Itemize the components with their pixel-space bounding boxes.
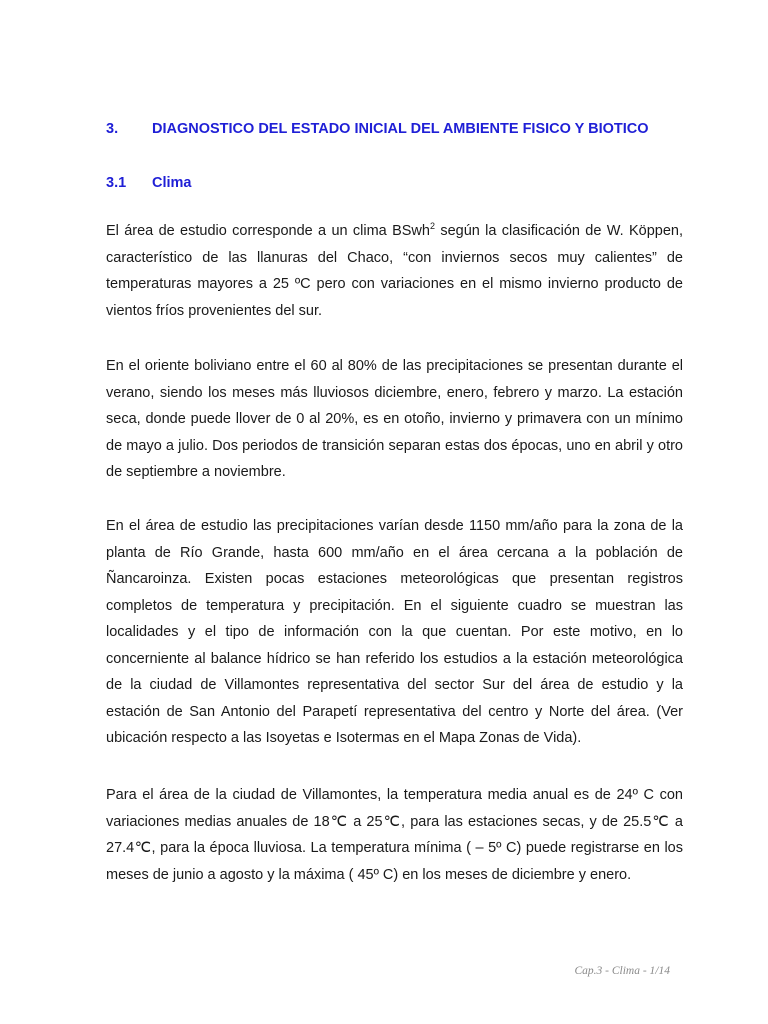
- paragraph-study-area-precipitation: [106, 513, 683, 752]
- section-title: DIAGNOSTICO DEL ESTADO INICIAL DEL AMBIENTE FISICO Y BIOTICO: [152, 121, 649, 137]
- paragraph-villamontes-temperature: [106, 782, 683, 888]
- paragraph-text: En el área de estudio las precipitaciones varían desde 1150 mm/año para la zona de la planta de Río Grande, hasta 600 mm/año en el área cercana a la población de Ñancaroinza. Existen pocas estaciones meteorológicas que presentan registros completos de temperatura y precipitación. En el siguiente cuadro se muestran las localidades y el tipo de información con la que cuentan. Por este motivo, en lo concerniente al balance hídrico se han referido los estudios a la estación meteorológica de la ciudad de Villamontes representativa del sector Sur del área de estudio y la estación de San Antonio del Parapetí representativa del centro y Norte del área. (Ver ubicación respecto a las Isoyetas e Isotermas en el Mapa Zonas de Vida).: [106, 518, 683, 746]
- paragraph-climate-classification: [106, 218, 683, 324]
- page-footer: Cap.3 - Clima - 1/14: [574, 965, 670, 977]
- subsection-number: 3.1: [106, 175, 127, 191]
- paragraph-text: según la clasificación de W. Köppen, característico de las llanuras del Chaco, “con inviernos secos muy calientes” de temperaturas mayores a 25 ºC pero con variaciones en el mismo invierno producto de vientos fríos provenientes del sur.: [106, 223, 683, 319]
- section-number: 3.: [106, 121, 119, 137]
- paragraph-text: Para el área de la ciudad de Villamontes, la temperatura media anual es de 24º C con variaciones medias anuales de 18℃ a 25℃, para las estaciones secas, y de 25.5℃ a 27.4℃, para la época lluviosa. La temperatura mínima ( – 5º C) puede registrarse en los meses de junio a agosto y la máxima ( 45º C) en los meses de diciembre y enero.: [106, 787, 683, 883]
- footnote-marker: 2: [429, 221, 435, 231]
- subsection-title: Clima: [152, 175, 192, 191]
- paragraph-text: El área de estudio corresponde a un clima BSwh: [106, 223, 430, 239]
- paragraph-precipitation-season: [106, 353, 683, 486]
- paragraph-text: En el oriente boliviano entre el 60 al 80% de las precipitaciones se presentan durante el verano, siendo los meses más lluviosos diciembre, enero, febrero y marzo. La estación seca, donde puede llover de 0 al 20%, es en otoño, invierno y primavera con un mínimo de mayo a julio. Dos periodos de transición separan estas dos épocas, uno en abril y otro de septiembre a noviembre.: [106, 358, 683, 480]
